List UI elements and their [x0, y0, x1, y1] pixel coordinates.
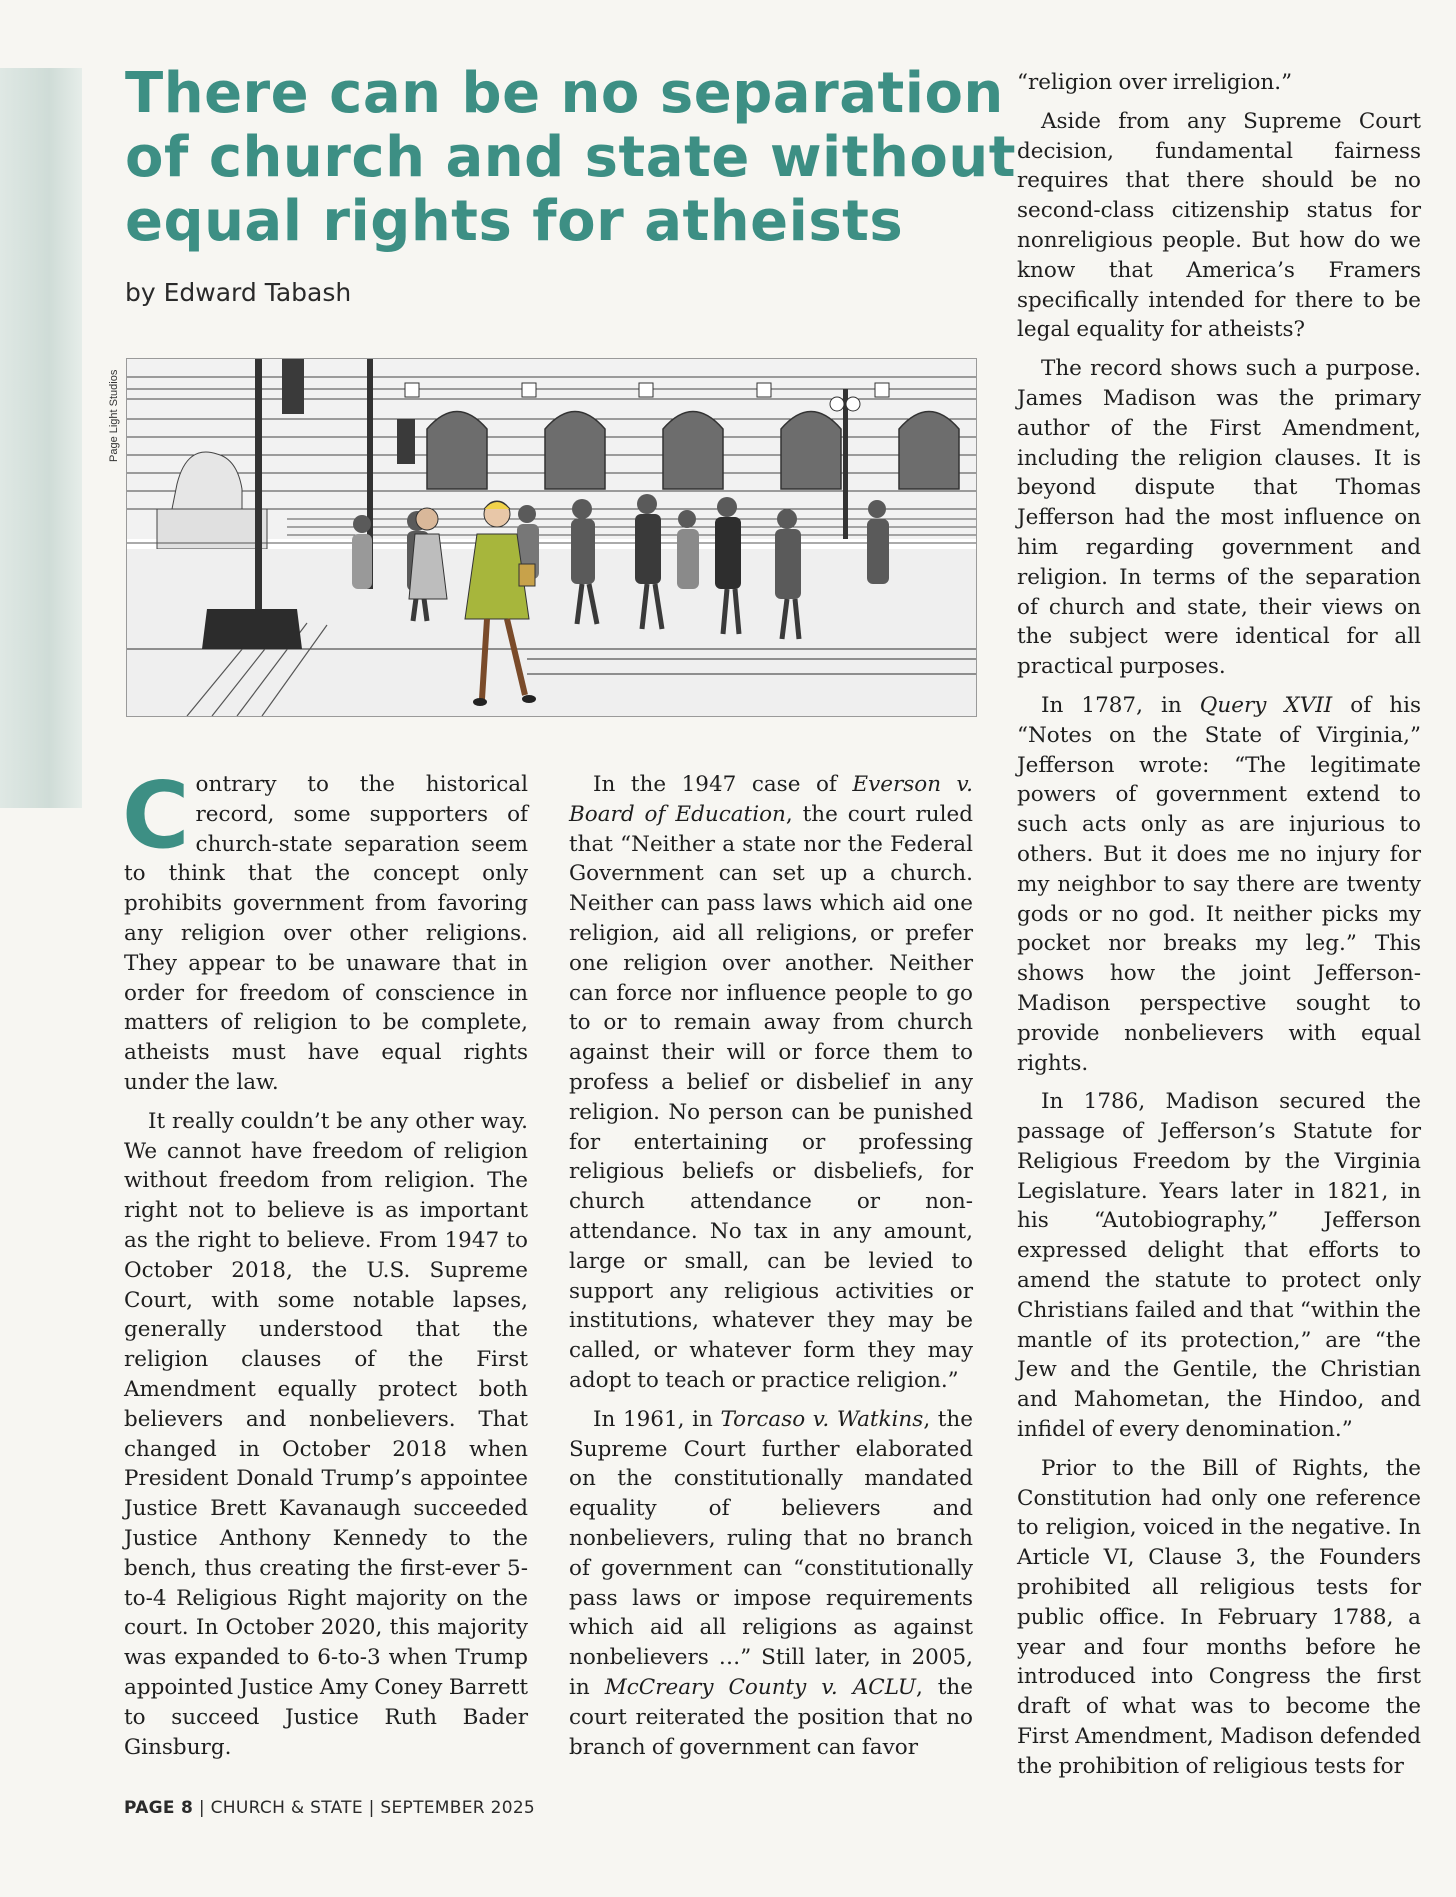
paragraph-text: In 1787, in	[1041, 692, 1200, 718]
paragraph-text: , the court ruled that “Neither a state nor the Federal Government can set up a church. Neither can pass laws which aid one religion, aid all religions, or prefer one religion over another. Neither can force nor influence people to go to or to remain away from church against their will or force them to profess a belief or disbelief in any religion. No person can be punished for entertaining or professing religious beliefs or disbeliefs, for church attendance or non-attendance. No tax in any amount, large or small, can be levied to support any religious activities or institutions, whatever they may be called, or whatever form they may adopt to teach or practice religion.”	[569, 801, 973, 1393]
paragraph: The record shows such a purpose. James Madison was the primary author of the First Amendment, including the religion clauses. It is beyond dispute that Thomas Jefferson had the most influence on him regarding government and religion. In terms of the separation of church and state, their views on the subject were identical for all practical purposes.	[1017, 356, 1421, 680]
paragraph: Aside from any Supreme Court decision, fundamental fairness requires that there should be no second-class citizenship status for nonreligious people. But how do we know that America’s Framers specifically intended for there to be legal equality for atheists?	[1017, 108, 1421, 343]
byline: by Edward Tabash	[125, 278, 352, 307]
headline-line-2: of church and state without	[125, 125, 1016, 190]
paragraph-text: , the Supreme Court further elaborated on the constitutionally mandated equality of believers and nonbelievers, ruling that no branch of government can “constitutionally pass laws or impose requirements which aid all religions as against nonbelievers …” Still later, in 2005, in	[569, 1406, 973, 1700]
paragraph-text: , the court reiterated the position that no branch of government can favor	[569, 1674, 973, 1760]
decorative-side-bar	[0, 68, 82, 808]
paragraph: Prior to the Bill of Rights, the Constitution had only one reference to religion, voiced in the negative. In Article VI, Clause 3, the Founders prohibited all religious tests for public office. In February 1788, a year and four months before he introduced into Congress the first draft of what was to become the First Amendment, Madison defended the prohibition of religious tests for	[1017, 1455, 1421, 1779]
article-column-3	[1017, 68, 1421, 1791]
case-name: Torcaso v. Watkins	[720, 1406, 924, 1432]
paragraph-text: of his “Notes on the State of Virginia,” Jefferson wrote: “The legitimate powers of government extend to such acts only as are injurious to others. But it does me no injury for my neighbor to say there are twenty gods or no god. It neither picks my pocket nor breaks my leg.” This shows how the joint Jefferson-Madison perspective sought to provide nonbelievers with equal rights.	[1017, 692, 1421, 1076]
paragraph	[569, 1405, 973, 1763]
paragraph-text: In 1961, in	[593, 1406, 721, 1432]
footer-separator: |	[198, 1798, 205, 1818]
paragraph	[122, 762, 528, 1098]
street-scene-illustration	[126, 358, 977, 717]
issue-date: SEPTEMBER 2025	[380, 1798, 536, 1818]
paragraph: It really couldn’t be any other way. We cannot have freedom of religion without freedom from religion. The right not to believe is as important as the right to believe. From 1947 to October 2018, the U.S. Supreme Court, with some notable lapses, generally understood that the religion clauses of the First Amendment equally protect both believers and nonbelievers. That changed in October 2018 when President Donald Trump’s appointee Justice Brett Kavanaugh succeeded Justice Anthony Kennedy to the bench, thus creating the first-ever 5-to-4 Religious Right majority on the court. In October 2020, this majority was expanded to 6-to-3 when Trump appointed Justice Amy Coney Barrett to succeed Justice Ruth Bader Ginsburg.	[124, 1108, 528, 1760]
headline-line-3: equal rights for atheists	[125, 189, 904, 254]
paragraph-text: ontrary to the historical record, some supporters of church-state separation seem to think that the concept only prohibits government from favoring any religion over other religions. They appear to be unaware that in order for freedom of conscience in matters of religion to be complete, atheists must have equal rights under the law.	[124, 772, 528, 1095]
document-title: Query XVII	[1199, 692, 1333, 718]
photo-credit: Page Light Studios	[108, 369, 120, 462]
footer-separator: |	[368, 1798, 375, 1818]
drop-cap: C	[122, 762, 190, 869]
case-name: McCreary County v. ACLU	[604, 1674, 916, 1700]
headline-line-1: There can be no separation	[125, 61, 1004, 126]
case-name: Everson v. Board of Education	[569, 772, 973, 827]
paragraph	[569, 770, 973, 1396]
article-column-1	[122, 762, 528, 1771]
paragraph: In 1786, Madison secured the passage of Jefferson’s Statute for Religious Freedom by the Virginia Legislature. Years later in 1821, in his “Autobiography,” Jefferson expressed delight that efforts to amend the statute to protect only Christians failed and that “within the mantle of its protection,” are “the Jew and the Gentile, the Christian and Mahometan, the Hindoo, and infidel of every denomination.”	[1017, 1089, 1421, 1443]
paragraph-text: In the 1947 case of	[593, 772, 853, 797]
page-number: PAGE 8	[124, 1798, 194, 1818]
publication-name: CHURCH & STATE	[210, 1798, 363, 1818]
article-column-2	[569, 770, 973, 1771]
paragraph: “religion over irreligion.”	[1017, 70, 1293, 95]
paragraph	[1017, 691, 1421, 1078]
page-footer	[124, 1798, 535, 1818]
article-headline	[125, 61, 1016, 254]
